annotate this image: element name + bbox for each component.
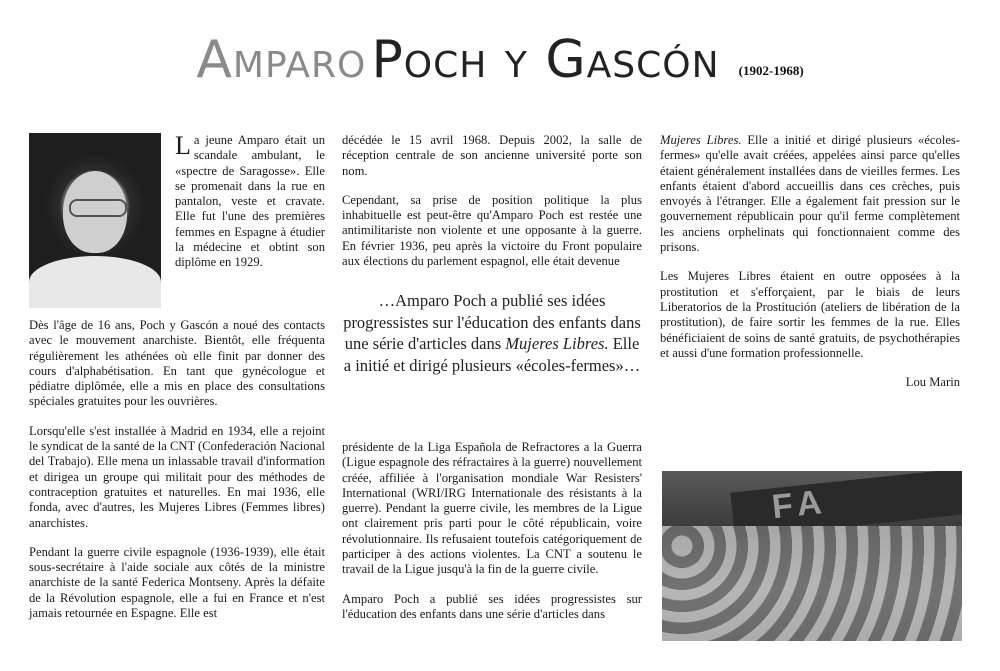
photo-banner: FA [730,471,962,538]
paragraph: Lorsqu'elle s'est installée à Madrid en 1934, elle a rejoint le syndicat de la santé de la CNT (Confederación Nacional del Trabajo). Elle mena un inlassable travail d'information et dirigea un groupe qui militait pour des méthodes de contraception gratuites et naturelles. En mai 1936, elle fonda, avec d'autres, les Mujeres Libres (Femmes libres) anarchistes. [29,423,325,530]
paragraph: Cependant, sa prise de position politique la plus inhabituelle est peut-être qu'Amparo Poch est restée une antimilitariste non violente et une opposante à la guerre. En février 1936, peu après la victoire du Front populaire aux élections du parlement espagnol, elle était devenue [342,192,642,269]
title-surname: Poch y Gascón [371,30,720,90]
page-title [0,30,1000,100]
paragraph: décédée le 15 avril 1968. Depuis 2002, la salle de réception centrale de son ancienne université porte son nom. [342,133,642,178]
intro-paragraph: La jeune Amparo était un scandale ambulant, le «spectre de Saragosse». Elle se promenait dans la rue en pantalon, veste et cravate. Elle fut l'une des premières femmes en Espagne à étudier la médecine et obtint son diplôme en 1929. [175,131,325,270]
paragraph: Les Mujeres Libres étaient en outre opposées à la prostitution et s'efforçaient, par le biais de leurs Liberatorios de la Prostitución (ateliers de libération de la prostitution), de faire sortir les femmes de la rue. Elles bénéficiaient de soins de santé gratuits, de psychothérapies et aussi d'une formation professionnelle. [660,269,960,360]
group-photo [662,471,962,641]
paragraph: Pendant la guerre civile espagnole (1936-1939), elle était sous-secrétaire à l'aide sociale aux côtés de la ministre anarchiste de la santé Federica Montseny. Après la défaite de la Révolution espagnole, elle a fui en France et n'est jamais retournée en Espagne. Elle est [29,544,325,621]
title-first-name: Amparo [196,30,367,90]
drop-cap: L [175,131,191,160]
paragraph: Dès l'âge de 16 ans, Poch y Gascón a noué des contacts avec le mouvement anarchiste. Bientôt, elle fréquenta régulièrement les athénées où elle finit par donner des cours d'alphabétisation. En tant que gynécologue et pédiatre diplômée, elle a mis en place des consultations spéciales gratuites pour les ouvrières. [29,318,325,409]
column-1 [29,133,325,635]
paragraph: présidente de la Liga Española de Refractores a la Guerra (Ligue espagnole des réfractaires à la guerre) nouvellement créée, affiliée à l'organisation mondiale War Resisters' International (WRI/IRG Internationale des résistants à la guerre). Pendant la guerre civile, les membres de la Ligue ont clairement pris parti pour le côté républicain, voire révolutionnaire. Ils refusaient toutefois catégoriquement de participer à des actions violentes. La CNT a soutenu le travail de la Ligue jusqu'à la fin de la guerre civile. [342,440,642,577]
portrait-photo [29,133,161,308]
pull-quote: …Amparo Poch a publié ses idées progressistes sur l'éducation des enfants dans une série d'articles dans Mujeres Libres. Elle a initié et dirigé plusieurs «écoles-fermes»… [343,291,641,375]
title-years: (1902-1968) [738,63,804,78]
crowd-image [662,526,962,641]
author-signature: Lou Marin [905,375,960,390]
paragraph: Mujeres Libres. Elle a initié et dirigé plusieurs «écoles-fermes» qu'elle avait créées, appelées ainsi parce qu'elles étaient généralement installées dans de vieilles fermes. Les enfants étaient d'abord accueillis dans ces crèches, puis envoyés à l'étranger. Elle a également fait pression sur le gouvernement républicain pour qu'il ferme complètement les anciens orphelinats qui fonctionnaient comme des prisons. [660,133,961,255]
paragraph: Amparo Poch a publié ses idées progressistes sur l'éducation des enfants dans une série d'articles dans [342,591,642,621]
column-2 [342,133,642,283]
column-2-lower [342,440,642,636]
glasses-icon [69,199,127,217]
column-3 [660,133,960,404]
